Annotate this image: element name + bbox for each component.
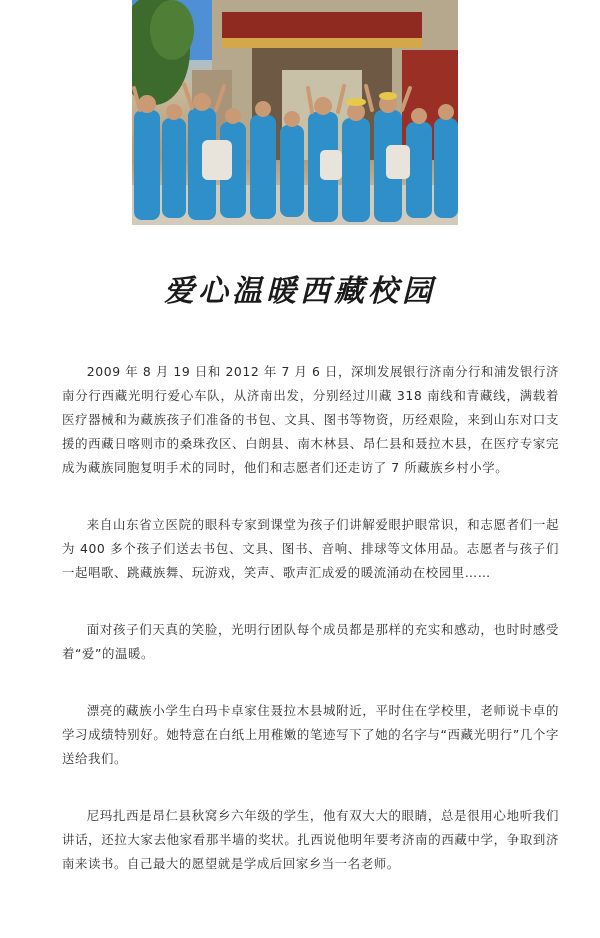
article-title: 爱心温暖西藏校园 bbox=[164, 274, 436, 309]
paragraph: 2009 年 8 月 19 日和 2012 年 7 月 6 日，深圳发展银行济南分行和浦发银行济南分行西藏光明行爱心车队，从济南出发，分别经过川藏 318 南线和青藏线，满载着医疗器械和为藏族孩子们准备的书包、文具、图书等物资，历经艰险，来到山东对口支援的西藏日喀则市的桑珠孜区、白朗县、南木林县、昂仁县和聂拉木县，在医疗专家完成为藏族同胞复明手术的同时，他们和志愿者们还走访了 7 所藏族乡村小学。 bbox=[62, 364, 559, 475]
paragraph: 面对孩子们天真的笑脸，光明行团队每个成员都是那样的充实和感动，也时时感受着“爱”的温暖。 bbox=[62, 622, 559, 661]
header-photo bbox=[132, 0, 458, 225]
article-body bbox=[62, 360, 559, 909]
paragraph: 尼玛扎西是昂仁县秋窝乡六年级的学生，他有双大大的眼睛，总是很用心地听我们讲话，还拉大家去他家看那半墙的奖状。扎西说他明年要考济南的西藏中学，争取到济南来读书。自己最大的愿望就是学成后回家乡当一名老师。 bbox=[62, 808, 559, 871]
paragraph: 来自山东省立医院的眼科专家到课堂为孩子们讲解爱眼护眼常识，和志愿者们一起为 400 多个孩子们送去书包、文具、图书、音响、排球等文体用品。志愿者与孩子们一起唱歌、跳藏族舞、玩游戏，笑声、歌声汇成爱的暖流涌动在校园里…… bbox=[62, 517, 559, 580]
paragraph: 漂亮的藏族小学生白玛卡卓家住聂拉木县城附近，平时住在学校里，老师说卡卓的学习成绩特别好。她特意在白纸上用稚嫩的笔迹写下了她的名字与“西藏光明行”几个字送给我们。 bbox=[62, 703, 559, 766]
